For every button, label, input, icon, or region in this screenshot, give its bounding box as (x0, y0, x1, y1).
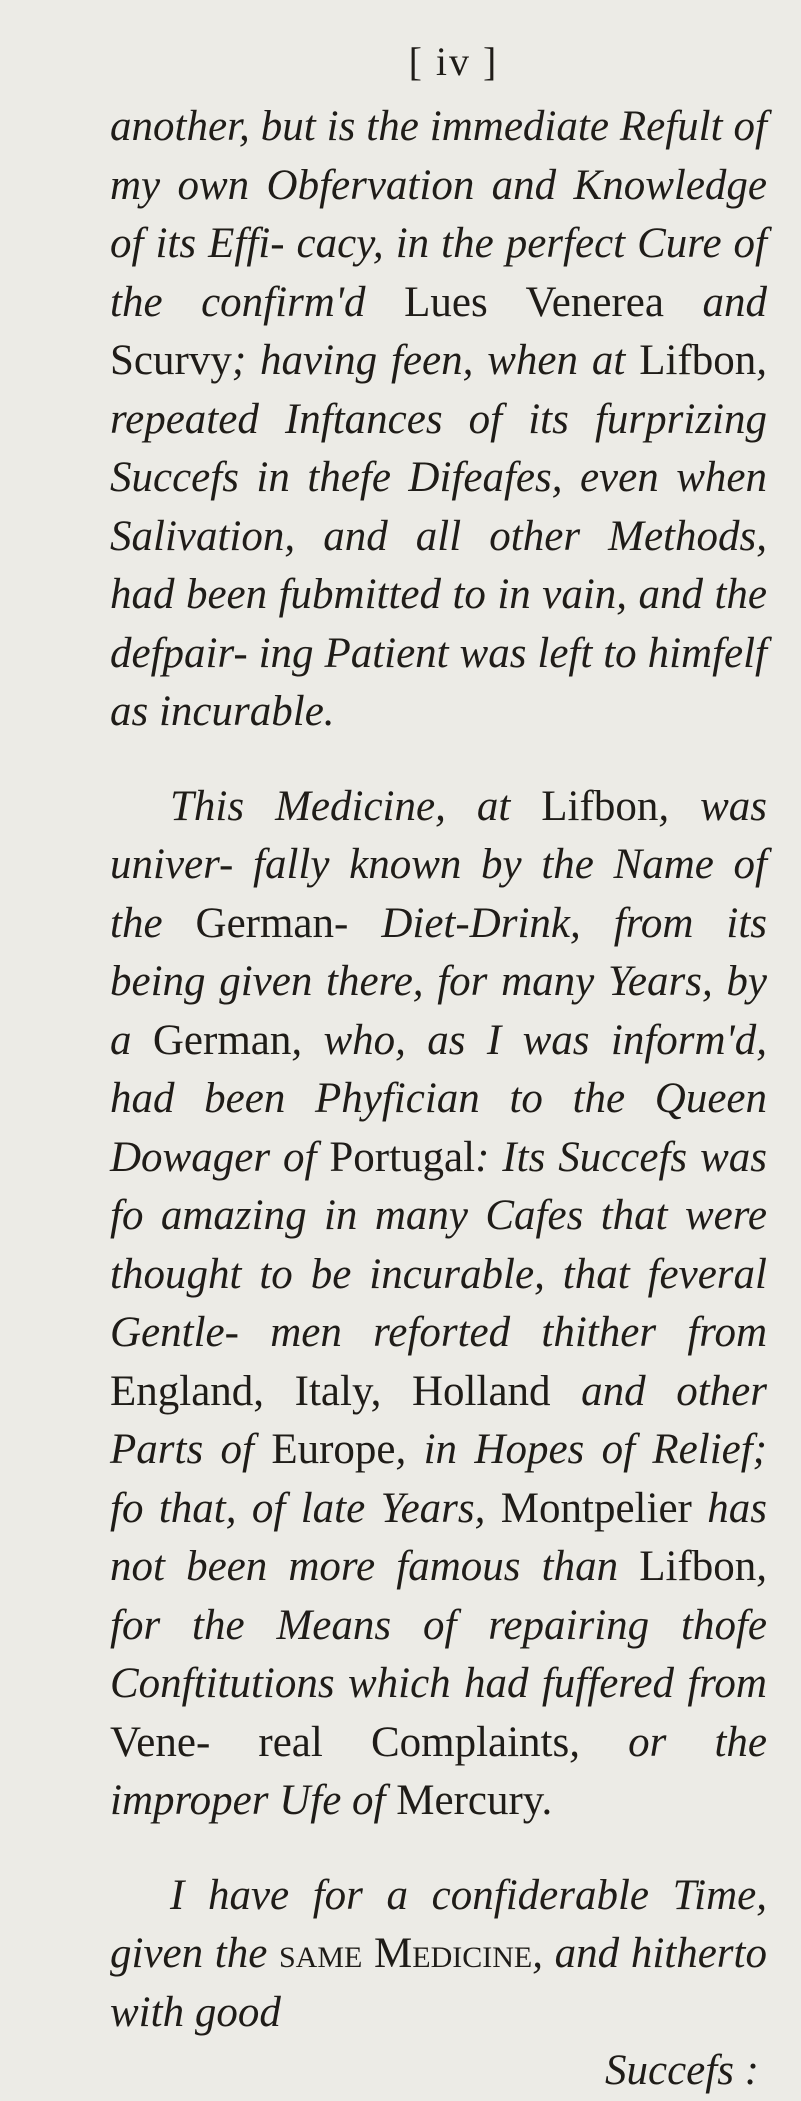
text-run: Diet-Drink, from its being given there, for many Years, by a (110, 899, 767, 1064)
text-run: has not been more famous than (110, 1484, 767, 1590)
text-run: , repeated Inftances of its furprizing Succefs in thefe Difeafes, even when Salivation, and all other Methods, had been fubmitted to in vain, and the defpair- ing Patient was left to himfelf as incurable. (110, 337, 767, 735)
text-run: This Medicine, at (170, 782, 542, 830)
text-run: German- (195, 899, 349, 947)
text-run: Lifbon (541, 782, 659, 830)
text-run: German (152, 1016, 292, 1064)
text-run: ; having feen, when at (231, 337, 640, 384)
text-run: England, Italy, Holland (110, 1367, 551, 1415)
text-run: , was univer- fally known by the Name of the (110, 782, 767, 947)
text-run: and other Parts of (110, 1367, 767, 1473)
text-run: Lues Venerea (404, 278, 664, 326)
text-run: Portugal (329, 1133, 476, 1181)
text-run: Vene- real Complaints (110, 1718, 570, 1766)
text-run: Mercury. (396, 1777, 553, 1824)
catchword: Succefs : (604, 2047, 759, 2094)
text-run: Lifbon (639, 1543, 757, 1590)
text-run: Montpelier (500, 1484, 692, 1532)
text-run: I have for a confiderable Time, given the (110, 1871, 767, 1977)
text-run: Lifbon (639, 337, 757, 384)
text-run: , who, as I was inform'd, had been Phyfician to the Queen Dowager of (110, 1016, 767, 1181)
text-run: , or the improper Ufe of (110, 1718, 767, 1824)
text-run: another, but is the immediate Refult of my own Obfervation and Knowledge of its Effi- cacy, in the perfect Cure of the confirm'd (110, 103, 767, 326)
page-number-header: [ iv ] (408, 39, 499, 84)
text-run: and (663, 278, 768, 326)
text-run: , in Hopes of Relief; fo that, of late Years, (110, 1426, 767, 1532)
text-run: , for the Means of repairing thofe Conftitutions which had fuffered from (110, 1543, 767, 1707)
text-run: same Medicine (279, 1930, 533, 1977)
text-run: : Its Succefs was fo amazing in many Cafes that were thought to be incurable, that feveral Gentle- men reforted thither from (110, 1133, 767, 1356)
text-run: , and hitherto with good (110, 1930, 767, 2036)
text-run: Scurvy (110, 337, 232, 384)
paragraph-3 (110, 1867, 767, 2043)
paragraph-2 (110, 778, 767, 1831)
text-run: Europe (271, 1426, 396, 1473)
paragraph-1 (110, 98, 767, 742)
